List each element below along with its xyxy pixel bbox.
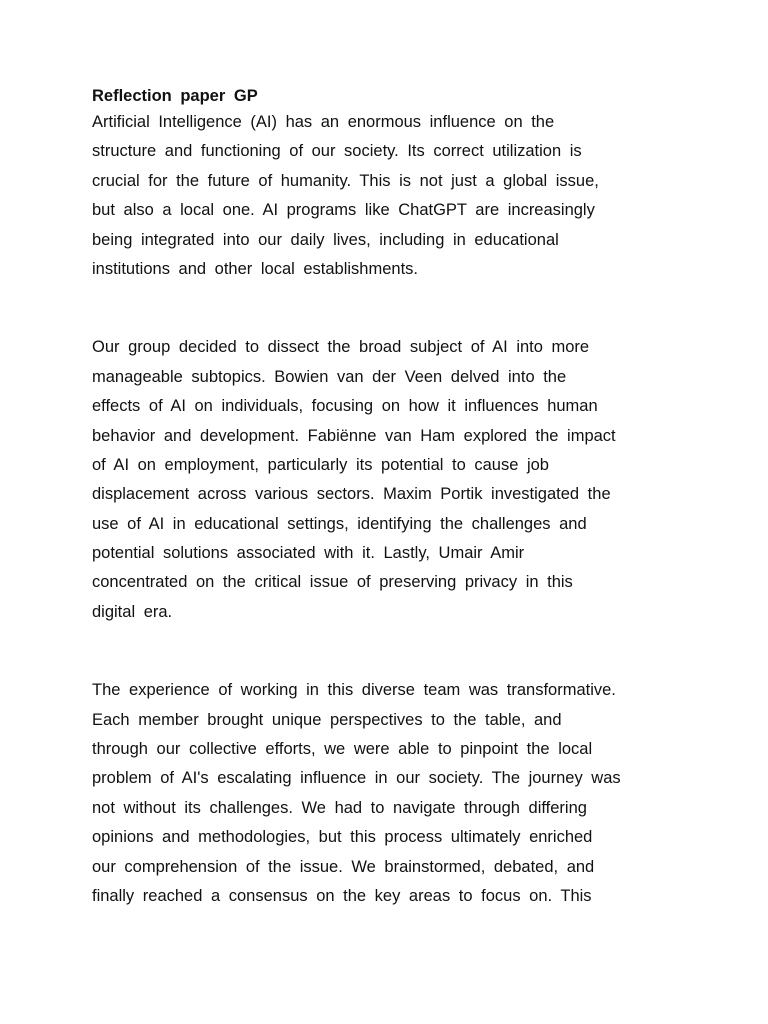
paragraph-intro xyxy=(92,108,692,284)
text-line: Our group decided to dissect the broad subject of AI into more xyxy=(92,338,590,357)
text-line: The experience of working in this diverse team was transformative. xyxy=(92,681,616,700)
text-line: finally reached a consensus on the key areas to focus on. This xyxy=(92,886,592,905)
text-line: Each member brought unique perspectives to the table, and xyxy=(92,710,562,729)
text-line: concentrated on the critical issue of preserving privacy in this xyxy=(92,573,573,592)
text-line: potential solutions associated with it. Lastly, Umair Amir xyxy=(92,544,525,563)
text-line: of AI on employment, particularly its potential to cause job xyxy=(92,455,549,474)
document-title: Reflection paper GP xyxy=(92,87,258,105)
text-line: through our collective efforts, we were able to pinpoint the local xyxy=(92,740,593,759)
text-line: not without its challenges. We had to navigate through differing xyxy=(92,798,587,817)
text-line: behavior and development. Fabiënne van Ham explored the impact xyxy=(92,426,616,445)
text-line: use of AI in educational settings, identifying the challenges and xyxy=(92,514,587,533)
text-line: manageable subtopics. Bowien van der Veen delved into the xyxy=(92,367,567,386)
text-line: being integrated into our daily lives, including in educational xyxy=(92,230,559,249)
text-line: displacement across various sectors. Maxim Portik investigated the xyxy=(92,485,611,504)
paragraph-spacer xyxy=(92,284,692,333)
paragraph-group-division xyxy=(92,333,692,627)
paragraph-spacer xyxy=(92,627,692,676)
text-line: effects of AI on individuals, focusing on how it influences human xyxy=(92,397,598,416)
text-line: problem of AI's escalating influence in our society. The journey was xyxy=(92,769,621,788)
text-line: opinions and methodologies, but this process ultimately enriched xyxy=(92,828,593,847)
document-body xyxy=(92,84,692,911)
text-line: our comprehension of the issue. We brainstormed, debated, and xyxy=(92,857,595,876)
text-line: Artificial Intelligence (AI) has an enormous influence on the xyxy=(92,113,555,131)
text-line: structure and functioning of our society. Its correct utilization is xyxy=(92,142,582,161)
text-line: institutions and other local establishments. xyxy=(92,259,419,278)
text-line: crucial for the future of humanity. This is not just a global issue, xyxy=(92,171,599,190)
text-line: digital era. xyxy=(92,602,173,621)
paragraph-team-experience xyxy=(92,676,692,911)
text-line: but also a local one. AI programs like ChatGPT are increasingly xyxy=(92,201,595,220)
